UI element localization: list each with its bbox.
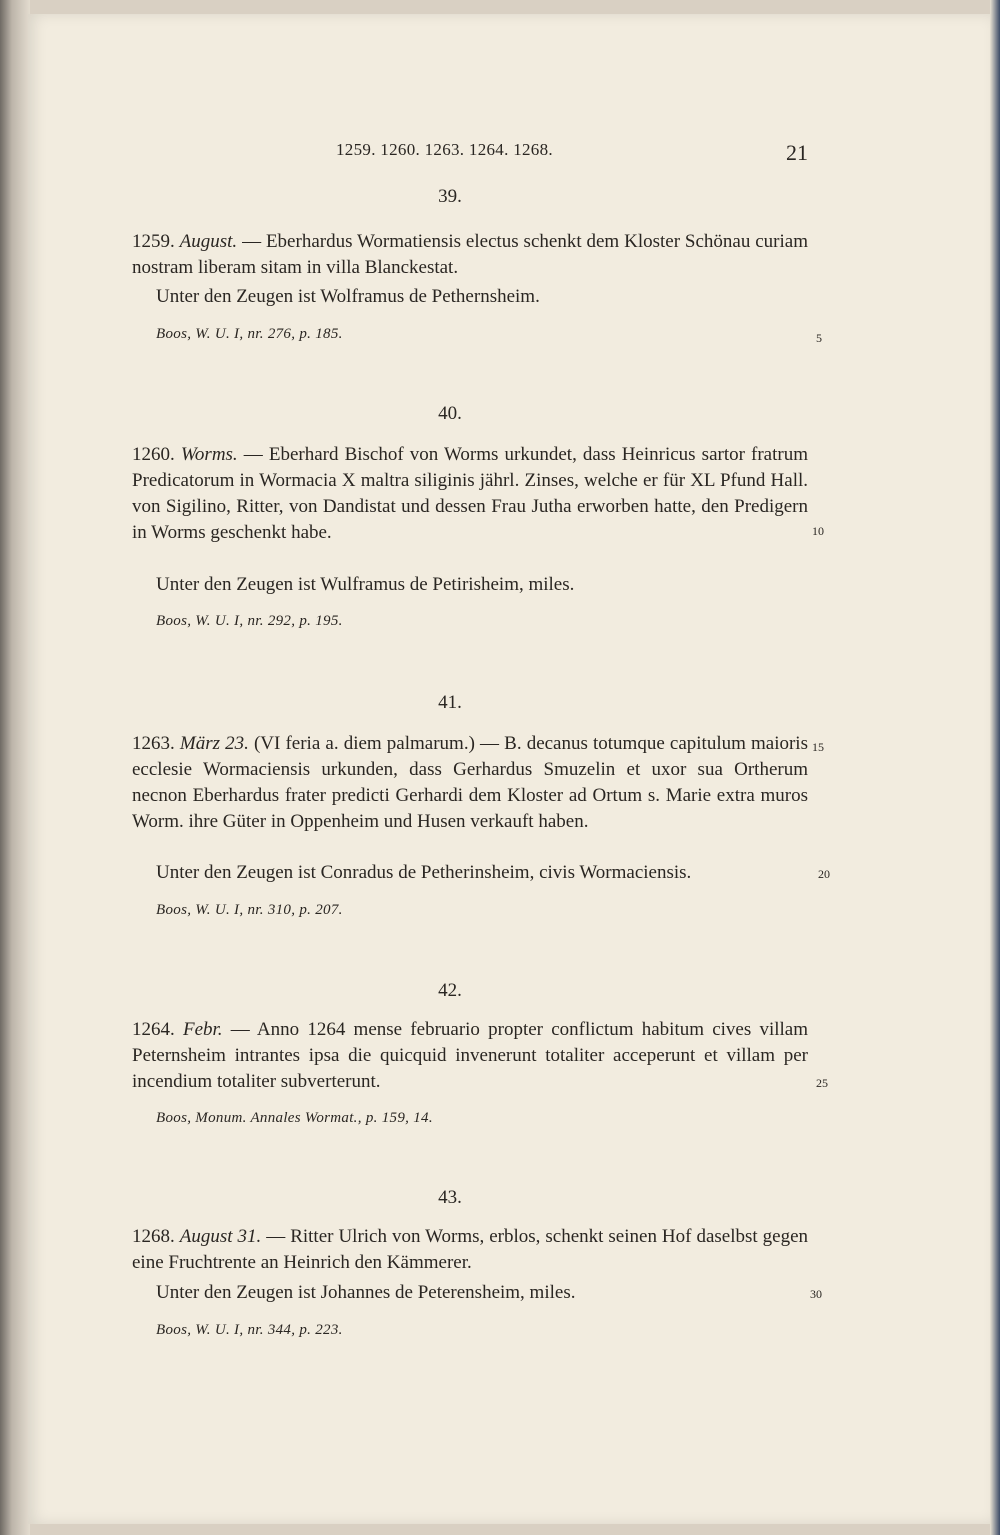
entry-number: 42. xyxy=(438,980,462,1001)
entry-witness: Unter den Zeugen ist Conradus de Petherinsheim, civis Wormaciensis. xyxy=(156,862,692,883)
line-number: 15 xyxy=(812,740,824,754)
entry-text xyxy=(132,442,808,546)
entry-number: 39. xyxy=(438,186,462,207)
entry-text xyxy=(132,1017,808,1095)
entry-source: Boos, W. U. I, nr. 276, p. 185. xyxy=(156,326,343,342)
line-number: 20 xyxy=(818,867,830,881)
entry-source: Boos, W. U. I, nr. 292, p. 195. xyxy=(156,613,343,629)
line-number: 25 xyxy=(816,1076,828,1090)
entry-body: — Eberhard Bischof von Worms urkundet, dass Heinricus sartor fratrum Predicatorum in Wormacia X maltra siliginis jährl. Zinses, welche er für XL Pfund Hall. von Sigilino, Ritter, von Dandistat und dessen Frau Jutha erworben hatte, den Predigern in Worms geschenkt habe. xyxy=(132,444,808,543)
entry-number: 43. xyxy=(438,1187,462,1208)
book-gutter xyxy=(0,0,30,1535)
line-number: 30 xyxy=(810,1287,822,1301)
entry-number: 41. xyxy=(438,692,462,713)
entry-year: 1260. xyxy=(132,444,175,465)
entry-text xyxy=(132,731,808,835)
entry-year: 1263. xyxy=(132,733,175,754)
entry-witness: Unter den Zeugen ist Wulframus de Petirisheim, miles. xyxy=(156,574,575,595)
entry-date: August 31. xyxy=(179,1226,262,1247)
running-head: 1259. 1260. 1263. 1264. 1268. xyxy=(336,140,553,159)
entry-number: 40. xyxy=(438,403,462,424)
entry-body: — Eberhardus Wormatiensis electus schenkt dem Kloster Schönau curiam nostram liberam sitam in villa Blanckestat. xyxy=(132,231,808,278)
page-header xyxy=(0,140,1000,170)
entry-source: Boos, W. U. I, nr. 344, p. 223. xyxy=(156,1322,343,1338)
entry-witness: Unter den Zeugen ist Wolframus de Pethernsheim. xyxy=(156,286,540,307)
entry-body: — Anno 1264 mense februario propter conflictum habitum cives villam Peternsheim intrantes ipsa die quicquid invenerunt totaliter acceperunt et villam per incendium totaliter subverterunt. xyxy=(132,1019,809,1092)
entry-source: Boos, Monum. Annales Wormat., p. 159, 14. xyxy=(156,1110,433,1126)
page-number: 21 xyxy=(786,140,808,165)
entry-text xyxy=(132,229,808,281)
entry-year: 1259. xyxy=(132,231,175,252)
entry-year: 1268. xyxy=(132,1226,175,1247)
entry-body: — Ritter Ulrich von Worms, erblos, schenkt seinen Hof daselbst gegen eine Fruchtrente an Heinrich den Kämmerer. xyxy=(132,1226,809,1273)
entry-date: August. xyxy=(179,231,238,252)
entry-witness: Unter den Zeugen ist Johannes de Peterensheim, miles. xyxy=(156,1282,576,1303)
line-number: 10 xyxy=(812,524,824,538)
entry-source: Boos, W. U. I, nr. 310, p. 207. xyxy=(156,902,343,918)
entry-date: Worms. xyxy=(180,444,238,465)
entry-body: (VI feria a. diem palmarum.) — B. decanus totumque capitulum maioris ecclesie Wormaciensis urkunden, dass Gerhardus Smuzelin et uxor sua Ortherum necnon Eberhardus frater predicti Gerhardi dem Kloster ad Ortum s. Marie extra muros Worm. ihre Güter in Oppenheim und Husen verkauft haben. xyxy=(132,733,808,832)
entry-year: 1264. xyxy=(132,1019,175,1040)
scan-edge xyxy=(990,0,1000,1535)
entry-text xyxy=(132,1224,808,1276)
entry-date: März 23. xyxy=(179,733,249,754)
entry-date: Febr. xyxy=(182,1019,223,1040)
line-number: 5 xyxy=(816,331,822,345)
